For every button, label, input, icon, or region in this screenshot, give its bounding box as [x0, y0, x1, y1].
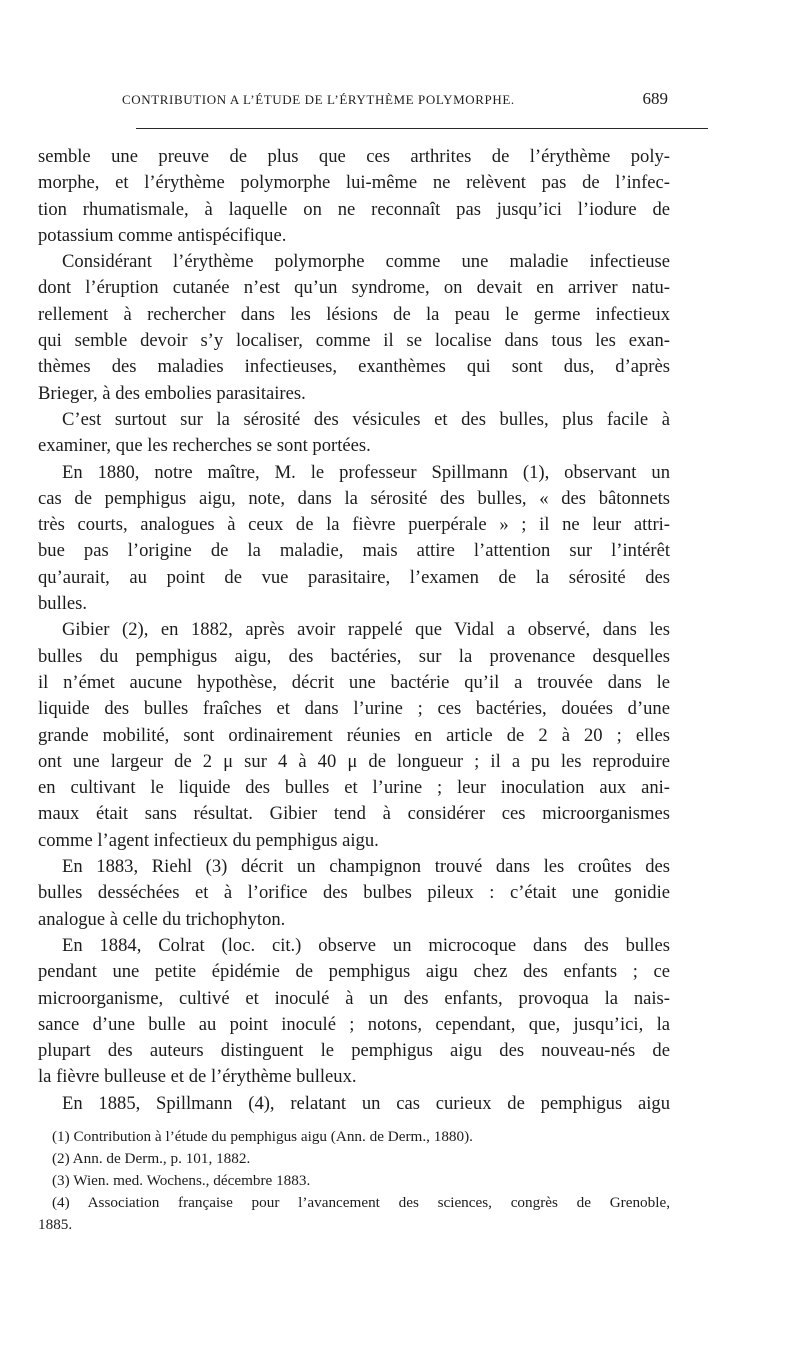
body-line: rellement à rechercher dans les lésions de la peau le germe infectieux: [38, 303, 670, 325]
footnote-line: 1885.: [38, 1216, 73, 1233]
body-line: plupart des auteurs distinguent le pemphigus aigu des nouveau-nés de: [38, 1040, 670, 1062]
body-line: Brieger, à des embolies parasitaires.: [38, 382, 306, 404]
body-line: bulles.: [38, 593, 88, 615]
body-line: qu’aurait, au point de vue parasitaire, l’examen de la sérosité des: [38, 566, 670, 588]
body-line: comme l’agent infectieux du pemphigus aigu.: [38, 829, 379, 851]
header-rule: [136, 128, 708, 129]
body-line: semble une preuve de plus que ces arthrites de l’érythème poly-: [38, 146, 670, 167]
footnote-line: (2) Ann. de Derm., p. 101, 1882.: [52, 1150, 251, 1167]
body-line: potassium comme antispécifique.: [38, 224, 287, 246]
body-line: En 1883, Riehl (3) décrit un champignon trouvé dans les croûtes des: [62, 856, 670, 878]
book-page: [38, 0, 674, 1354]
body-line: microorganisme, cultivé et inoculé à un des enfants, provoqua la nais-: [38, 987, 670, 1009]
body-line: examiner, que les recherches se sont portées.: [38, 435, 371, 457]
body-line: bulles du pemphigus aigu, des bactéries, sur la provenance desquelles: [38, 645, 670, 667]
running-title: CONTRIBUTION A L’ÉTUDE DE L’ÉRYTHÈME POLYMORPHE.: [122, 92, 515, 107]
footnotes: [38, 1126, 670, 1236]
body-line: pendant une petite épidémie de pemphigus aigu chez des enfants ; ce: [38, 961, 670, 983]
body-line: En 1880, notre maître, M. le professeur Spillmann (1), observant un: [62, 461, 670, 483]
body-line: morphe, et l’érythème polymorphe lui-même ne relèvent pas de l’infec-: [38, 172, 670, 194]
body-line: Considérant l’érythème polymorphe comme une maladie infectieuse: [62, 251, 670, 273]
body-line: tion rhumatismale, à laquelle on ne reconnaît pas jusqu’ici l’iodure de: [38, 198, 670, 220]
body-text: [38, 144, 670, 1117]
body-line: bulles desséchées et à l’orifice des bulbes pileux : c’était une gonidie: [38, 882, 670, 904]
body-line: liquide des bulles fraîches et dans l’urine ; ces bactéries, douées d’une: [38, 698, 670, 720]
body-line: cas de pemphigus aigu, note, dans la sérosité des bulles, « des bâtonnets: [38, 487, 670, 509]
page-number: 689: [642, 89, 668, 108]
body-line: thèmes des maladies infectieuses, exanthèmes qui sont dus, d’après: [38, 356, 670, 378]
footnote-line: (4) Association française pour l’avancement des sciences, congrès de Grenoble,: [52, 1194, 670, 1211]
footnote-line: (3) Wien. med. Wochens., décembre 1883.: [52, 1172, 311, 1189]
body-line: il n’émet aucune hypothèse, décrit une bactérie qu’il a trouvée dans le: [38, 671, 670, 693]
body-line: la fièvre bulleuse et de l’érythème bulleux.: [38, 1066, 357, 1088]
body-line: maux était sans résultat. Gibier tend à considérer ces microorganismes: [38, 803, 670, 825]
body-line: C’est surtout sur la sérosité des vésicules et des bulles, plus facile à: [62, 408, 670, 430]
body-line: sance d’une bulle au point inoculé ; notons, cependant, que, jusqu’ici, la: [38, 1013, 670, 1035]
body-line: analogue à celle du trichophyton.: [38, 908, 286, 930]
body-line: dont l’éruption cutanée n’est qu’un syndrome, on devait en arriver natu-: [38, 277, 670, 299]
body-line: En 1884, Colrat (loc. cit.) observe un microcoque dans des bulles: [62, 934, 670, 956]
running-head: [38, 89, 674, 116]
footnote-line: (1) Contribution à l’étude du pemphigus aigu (Ann. de Derm., 1880).: [52, 1128, 473, 1145]
body-line: en cultivant le liquide des bulles et l’urine ; leur inoculation aux ani-: [38, 777, 670, 799]
body-line: très courts, analogues à ceux de la fièvre puerpérale » ; il ne leur attri-: [38, 514, 670, 536]
body-line: grande mobilité, sont ordinairement réunies en article de 2 à 20 ; elles: [38, 724, 670, 746]
body-line: ont une largeur de 2 μ sur 4 à 40 μ de longueur ; il a pu les reproduire: [38, 750, 670, 772]
body-line: Gibier (2), en 1882, après avoir rappelé que Vidal a observé, dans les: [62, 619, 670, 641]
body-line: qui semble devoir s’y localiser, comme il se localise dans tous les exan-: [38, 330, 670, 352]
body-line: En 1885, Spillmann (4), relatant un cas curieux de pemphigus aigu: [62, 1092, 670, 1114]
body-line: bue pas l’origine de la maladie, mais attire l’attention sur l’intérêt: [38, 540, 670, 562]
